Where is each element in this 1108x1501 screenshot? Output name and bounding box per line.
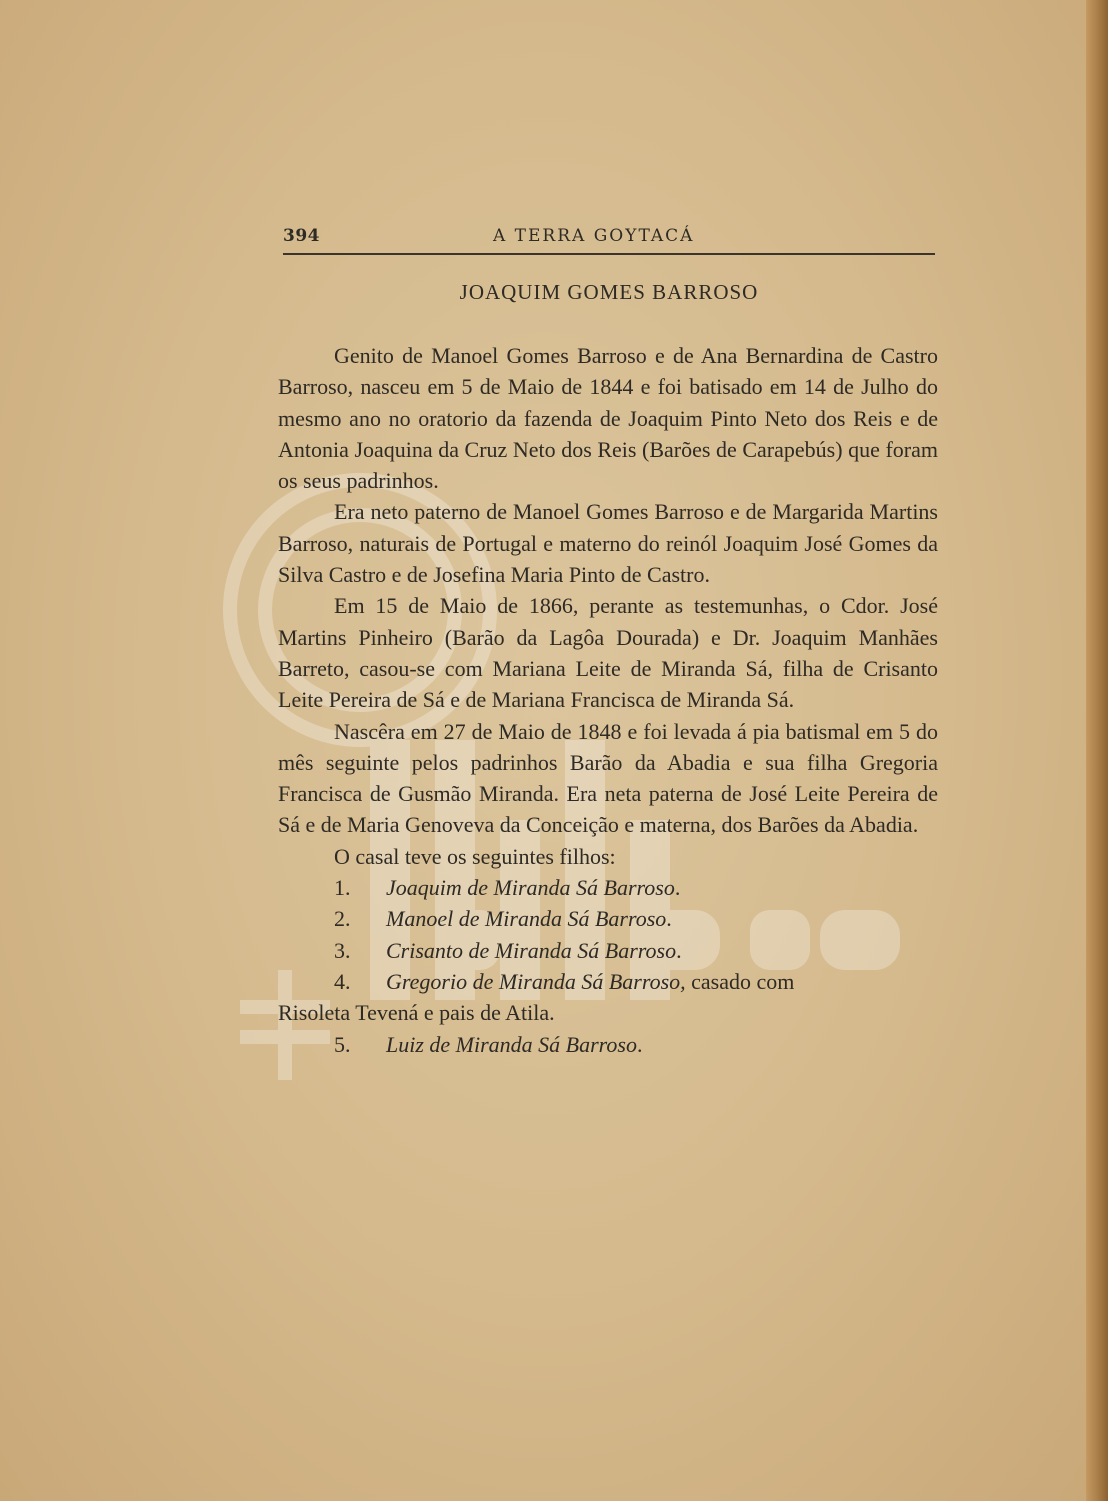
list-item bbox=[278, 966, 938, 997]
header-rule bbox=[283, 253, 935, 255]
list-item-continuation: Risoleta Tevená e pais de Atila. bbox=[278, 1000, 555, 1026]
paragraph-birth: Genito de Manoel Gomes Barroso e de Ana Bernardina de Castro Barroso, nasceu em 5 de Maio de 1844 e foi batisado em 14 de Julho do mesmo ano no oratorio da fazenda de Joaquim Pinto Neto dos Reis e de Antonia Joaquina da Cruz Neto dos Reis (Barões de Carapebús) que foram os seus padrinhos. bbox=[278, 343, 938, 494]
list-item-name: Luiz de Miranda Sá Barroso bbox=[386, 1031, 637, 1057]
list-item-number: 5. bbox=[334, 1031, 351, 1057]
list-item-name: Manoel de Miranda Sá Barroso bbox=[386, 906, 667, 932]
list-item-suffix: . bbox=[666, 906, 672, 932]
page-edge bbox=[1086, 0, 1108, 1501]
list-item-name: Joaquim de Miranda Sá Barroso bbox=[386, 875, 675, 901]
list-item-suffix: casado com bbox=[685, 968, 795, 994]
children-intro: O casal teve os seguintes filhos: bbox=[334, 843, 616, 869]
list-item-name: Gregorio de Miranda Sá Barroso, bbox=[386, 968, 686, 994]
running-head: A TERRA GOYTACÁ bbox=[493, 226, 695, 246]
paragraph-wife-birth: Nascêra em 27 de Maio de 1848 e foi levada á pia batismal em 5 do mês seguinte pelos padrinhos Barão da Abadia e sua filha Gregoria Francisca de Gusmão Miranda. Era neta paterna de José Leite Pereira de Sá e de Maria Genoveva da Conceição e materna, dos Barões da Abadia. bbox=[278, 718, 938, 838]
list-item bbox=[278, 903, 938, 934]
list-item-suffix: . bbox=[674, 875, 681, 901]
list-item-name: Crisanto de Miranda Sá Barroso bbox=[386, 937, 677, 963]
list-item bbox=[278, 872, 938, 903]
body-text bbox=[278, 340, 938, 1060]
list-item-suffix: . bbox=[636, 1031, 643, 1057]
list-item-number: 4. bbox=[334, 968, 351, 994]
list-item-number: 1. bbox=[334, 875, 351, 901]
list-item-suffix: . bbox=[676, 937, 682, 963]
page-number: 394 bbox=[283, 226, 320, 246]
paragraph-grandparents: Era neto paterno de Manoel Gomes Barroso e de Margarida Martins Barroso, naturais de Portugal e materno do reinól Joaquim José Gomes da Silva Castro e de Josefina Maria Pinto de Castro. bbox=[278, 499, 938, 588]
page-header bbox=[283, 226, 933, 256]
paragraph-marriage: Em 15 de Maio de 1866, perante as testemunhas, o Cdor. José Martins Pinheiro (Barão da Lagôa Dourada) e Dr. Joaquim Manhães Barreto, casou-se com Mariana Leite de Miranda Sá, filha de Crisanto Leite Pereira de Sá e de Mariana Francisca de Miranda Sá. bbox=[278, 593, 938, 713]
list-item bbox=[278, 935, 938, 966]
list-item-number: 2. bbox=[334, 906, 351, 932]
list-item-number: 3. bbox=[334, 937, 351, 963]
chapter-title: JOAQUIM GOMES BARROSO bbox=[459, 280, 759, 304]
list-item bbox=[278, 1029, 938, 1060]
